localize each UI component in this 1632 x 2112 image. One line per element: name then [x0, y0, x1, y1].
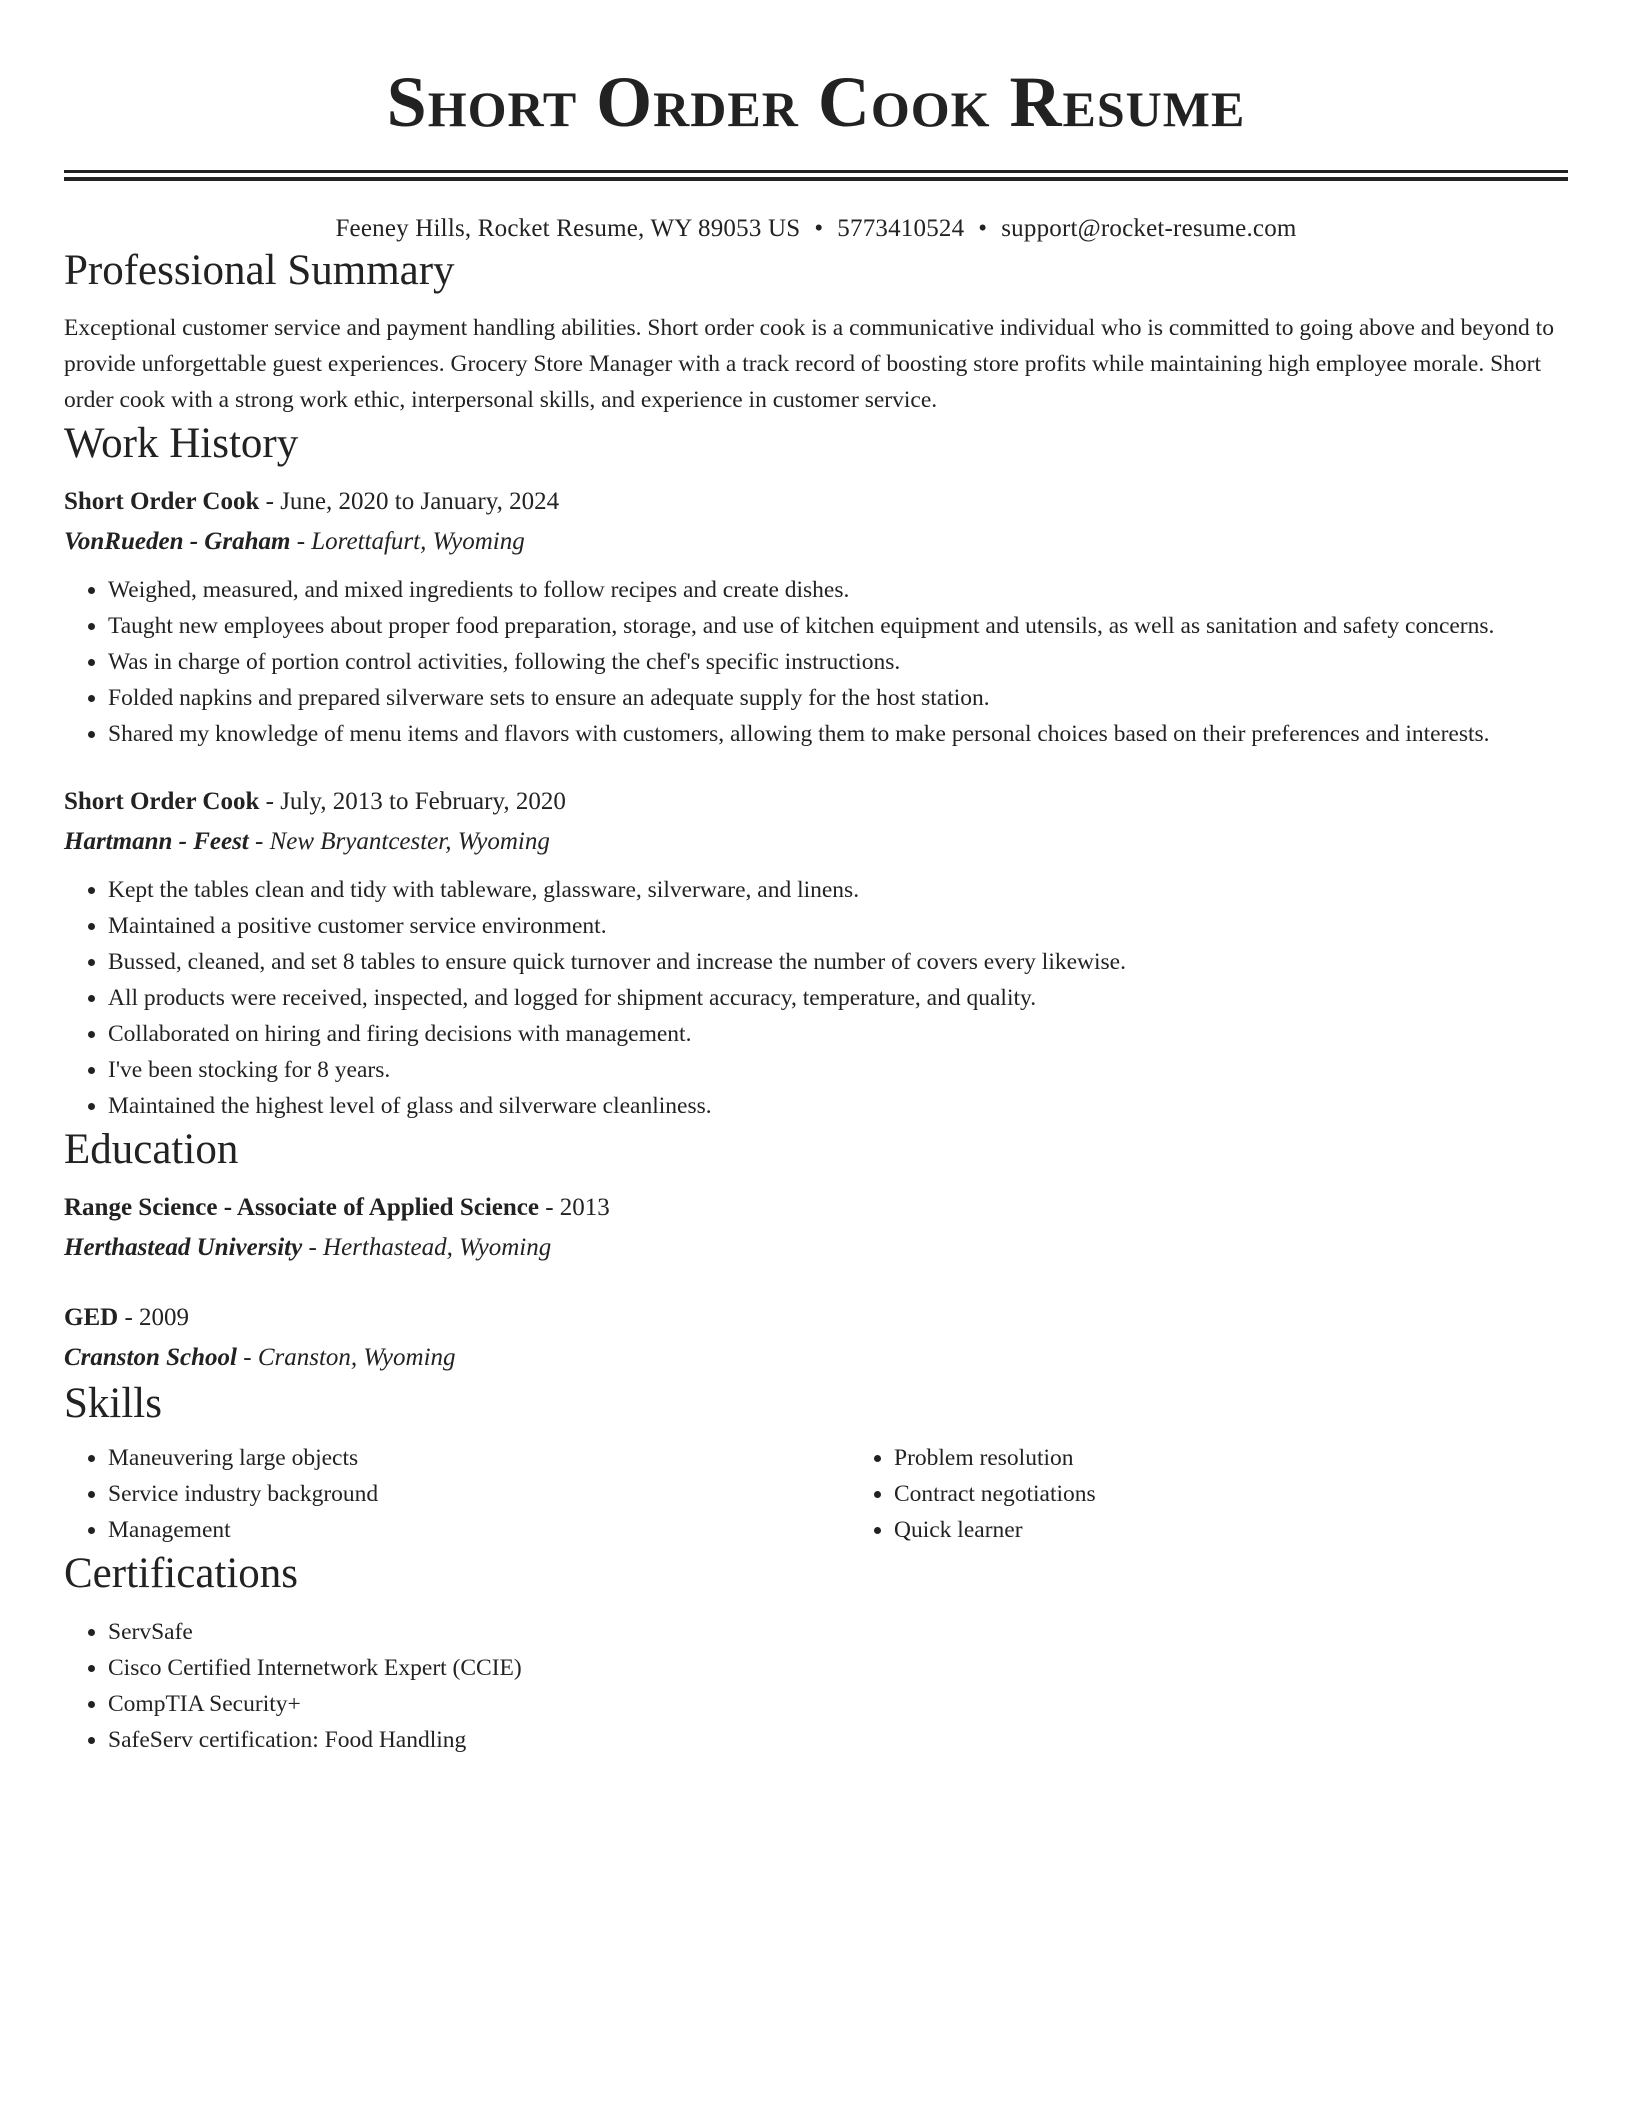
school-line — [64, 1228, 1568, 1268]
job-title-line — [64, 782, 1568, 822]
list-item: • Maintained a positive customer service environment. — [108, 908, 1568, 944]
education-entry — [64, 1188, 1568, 1268]
certifications-list — [64, 1614, 1568, 1758]
job-title: Short Order Cook — [64, 488, 260, 515]
resume-title: Short Order Cook Resume — [386, 62, 1246, 142]
job-entry — [64, 782, 1568, 1124]
degree-year: - 2009 — [118, 1304, 190, 1331]
degree-line — [64, 1188, 1568, 1228]
list-item: • Was in charge of portion control activities, following the chef's specific instructions. — [108, 644, 1568, 680]
list-item: • Shared my knowledge of menu items and flavors with customers, allowing them to make personal choices based on their preferences and interests. — [108, 716, 1568, 752]
education-entry — [64, 1298, 1568, 1378]
contact-line — [64, 213, 1568, 245]
skills-column-right — [850, 1440, 1632, 1548]
degree: Range Science - Associate of Applied Science — [64, 1194, 539, 1221]
school-line — [64, 1338, 1568, 1378]
work-history-heading: Work History — [64, 420, 299, 467]
contact-email: support@rocket-resume.com — [1001, 215, 1297, 242]
school-location: - Herthastead, Wyoming — [302, 1234, 552, 1261]
job-bullets — [64, 572, 1568, 752]
list-item: • Maintained the highest level of glass and silverware cleanliness. — [108, 1088, 1568, 1124]
contact-separator: • — [814, 215, 824, 242]
job-title: Short Order Cook — [64, 788, 260, 815]
list-item: • Quick learner — [894, 1512, 1632, 1548]
school-location: - Cranston, Wyoming — [237, 1344, 456, 1371]
list-item: • Management — [108, 1512, 850, 1548]
contact-separator: • — [978, 215, 988, 242]
job-location: - Lorettafurt, Wyoming — [290, 528, 525, 555]
skills-grid — [64, 1440, 1568, 1548]
title-divider — [64, 170, 1568, 181]
job-bullets — [64, 872, 1568, 1124]
certifications-heading: Certifications — [64, 1550, 299, 1597]
list-item: • Maneuvering large objects — [108, 1440, 850, 1476]
list-item: • Bussed, cleaned, and set 8 tables to ensure quick turnover and increase the number of covers every likewise. — [108, 944, 1568, 980]
skills-column-left — [64, 1440, 850, 1548]
list-item: • Kept the tables clean and tidy with tableware, glassware, silverware, and linens. — [108, 872, 1568, 908]
education-heading: Education — [64, 1126, 239, 1173]
job-employer-line — [64, 822, 1568, 862]
list-item: • Contract negotiations — [894, 1476, 1632, 1512]
degree-line — [64, 1298, 1568, 1338]
list-item: • Taught new employees about proper food preparation, storage, and use of kitchen equipment and utensils, as well as sanitation and safety concerns. — [108, 608, 1568, 644]
list-item: • SafeServ certification: Food Handling — [108, 1722, 1568, 1758]
job-employer: Hartmann - Feest — [64, 828, 249, 855]
list-item: • Service industry background — [108, 1476, 850, 1512]
list-item: • All products were received, inspected, and logged for shipment accuracy, temperature, and quality. — [108, 980, 1568, 1016]
job-dates: - June, 2020 to January, 2024 — [259, 488, 560, 515]
list-item: • Cisco Certified Internetwork Expert (CCIE) — [108, 1650, 1568, 1686]
summary-text: Exceptional customer service and payment handling abilities. Short order cook is a communicative individual who is committed to going above and beyond to provide unforgettable guest experiences. Grocery Store Manager with a track record of boosting store profits while maintaining high employee morale. Short order cook with a strong work ethic, interpersonal skills, and experience in customer service. — [64, 315, 1554, 413]
job-employer: VonRueden - Graham — [64, 528, 291, 555]
skills-heading: Skills — [64, 1380, 162, 1427]
contact-address: Feeney Hills, Rocket Resume, WY 89053 US — [335, 215, 801, 242]
degree: GED — [64, 1304, 119, 1331]
job-dates: - July, 2013 to February, 2020 — [259, 788, 566, 815]
list-item: • Problem resolution — [894, 1440, 1632, 1476]
summary-heading: Professional Summary — [64, 247, 455, 294]
degree-year: - 2013 — [538, 1194, 610, 1221]
contact-phone: 5773410524 — [837, 215, 965, 242]
list-item: • Folded napkins and prepared silverware sets to ensure an adequate supply for the host station. — [108, 680, 1568, 716]
job-employer-line — [64, 522, 1568, 562]
job-entry — [64, 482, 1568, 752]
list-item: • ServSafe — [108, 1614, 1568, 1650]
list-item: • Weighed, measured, and mixed ingredients to follow recipes and create dishes. — [108, 572, 1568, 608]
list-item: • CompTIA Security+ — [108, 1686, 1568, 1722]
list-item: • Collaborated on hiring and firing decisions with management. — [108, 1016, 1568, 1052]
list-item: • I've been stocking for 8 years. — [108, 1052, 1568, 1088]
school: Herthastead University — [64, 1234, 303, 1261]
job-location: - New Bryantcester, Wyoming — [248, 828, 550, 855]
job-title-line — [64, 482, 1568, 522]
school: Cranston School — [64, 1344, 237, 1371]
